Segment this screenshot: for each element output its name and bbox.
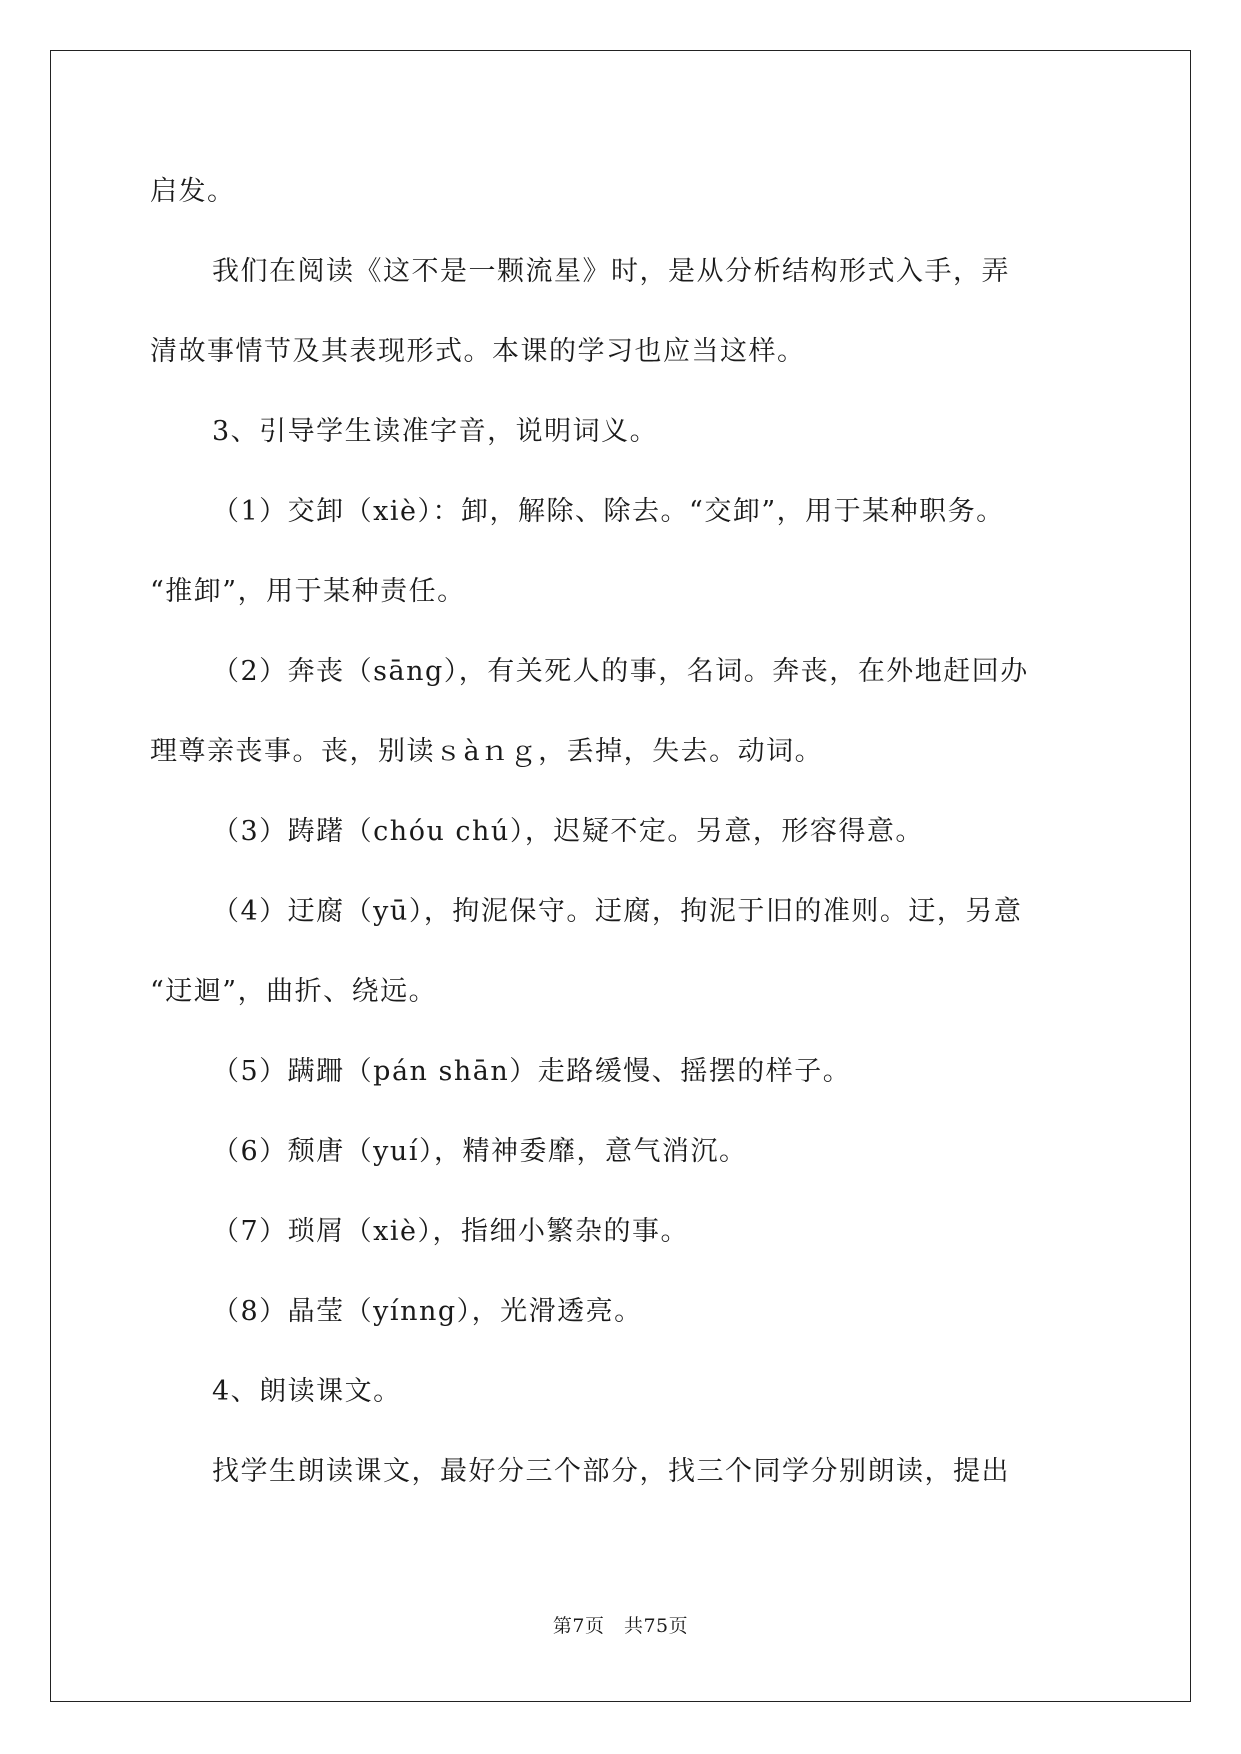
vocab-item: （7）琐屑（xiè），指细小繁杂的事。 [212,1216,690,1247]
vocab-item: （6）颓唐（yuí），精神委靡，意气消沉。 [212,1136,748,1167]
paragraph-line: 找学生朗读课文，最好分三个部分，找三个同学分别朗读，提出 [212,1456,1010,1487]
paragraph-line: 启发。 [150,176,236,207]
vocab-item: （2）奔丧（sāng），有关死人的事，名词。奔丧，在外地赶回办 [212,656,1029,687]
vocab-item: （3）踌躇（chóu chú），迟疑不定。另意，形容得意。 [212,816,924,847]
vocab-item-continuation: “推卸”，用于某种责任。 [150,576,466,607]
vocab-item-continuation: “迂迴”，曲折、绕远。 [150,976,438,1007]
page-number-footer: 第7页 共75页 [552,1615,689,1637]
vocab-item: （5）蹒跚（pán shān）走路缓慢、摇摆的样子。 [212,1056,852,1087]
vocab-item: （8）晶莹（yínng），光滑透亮。 [212,1296,643,1327]
section-heading: 4、朗读课文。 [212,1376,402,1407]
section-heading: 3、引导学生读准字音，说明词义。 [212,416,659,447]
vocab-item: （4）迂腐（yū），拘泥保守。迂腐，拘泥于旧的准则。迂，另意 [212,896,1023,927]
paragraph-line: 我们在阅读《这不是一颗流星》时，是从分析结构形式入手，弄 [212,256,1010,287]
paragraph-line: 清故事情节及其表现形式。本课的学习也应当这样。 [150,336,806,367]
vocab-item-continuation: 理尊亲丧事。丧，别读ｓàｎｇ，丢掉，失去。动词。 [150,736,824,767]
vocab-item: （1）交卸（xiè）：卸，解除、除去。“交卸”，用于某种职务。 [212,496,1005,527]
